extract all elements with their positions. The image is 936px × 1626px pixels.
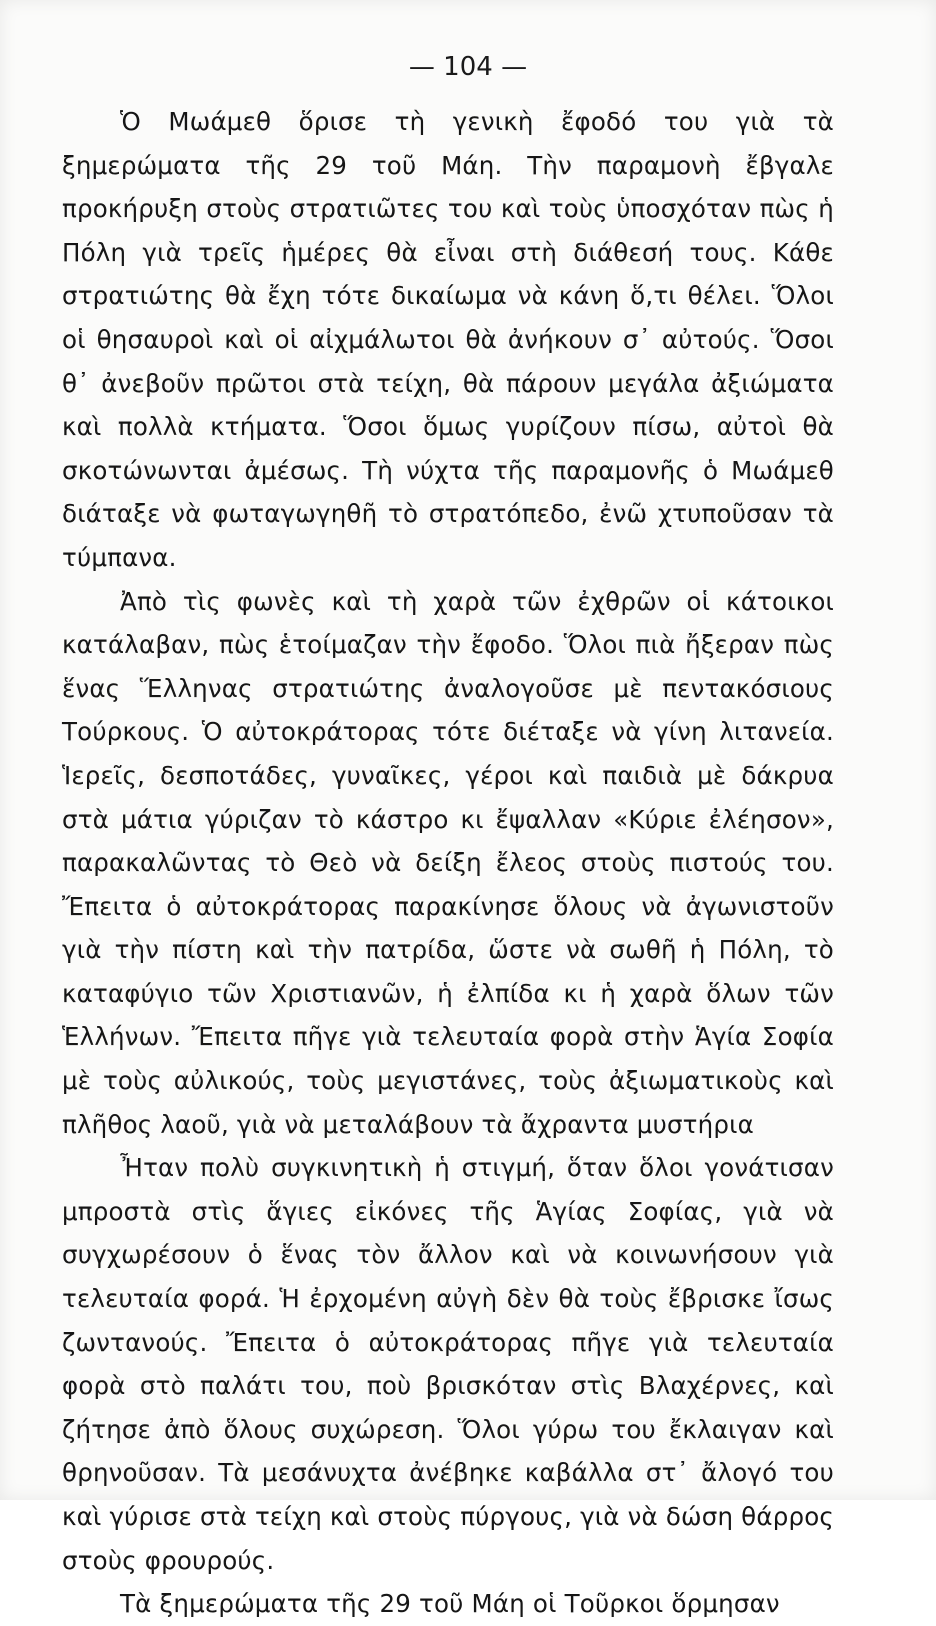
paragraph-4: Τὰ ξημερώματα τῆς 29 τοῦ Μάη οἱ Τοῦρκοι ὅρμησαν (120, 1589, 780, 1619)
paragraph-2: Ἀπὸ τὶς φωνὲς καὶ τὴ χαρὰ τῶν ἐχθρῶν οἱ κάτοικοι κατάλαβαν, πὼς ἑτοίμαζαν τὴν ἔφοδο. Ὅλοι πιὰ ἤξεραν πὼς ἕνας Ἕλληνας στρατιώτης ἀναλογοῦσε μὲ πεντακόσιους Τούρκους. Ὁ αὐτοκράτορας τότε διέταξε νὰ γίνη λιτανεία. Ἱερεῖς, δεσποτάδες, γυναῖκες, γέροι καὶ παιδιὰ μὲ δάκρυα στὰ μάτια γύριζαν τὸ κάστρο κι ἔψαλλαν «Κύριε ἐλέησον», παρακαλῶντας τὸ Θεὸ νὰ δείξη ἔλεος στοὺς πιστούς του. Ἔπειτα ὁ αὐτοκράτορας παρακίνησε ὅλους νὰ ἀγωνιστοῦν γιὰ τὴν πίστη καὶ τὴν πατρίδα, ὥστε νὰ σωθῆ ἡ Πόλη, τὸ καταφύγιο τῶν Χριστιανῶν, ἡ ἐλπίδα κι ἡ χαρὰ ὅλων τῶν Ἑλλήνων. Ἔπειτα πῆγε γιὰ τελευταία φορὰ στὴν Ἁγία Σοφία μὲ τοὺς αὐλικούς, τοὺς μεγιστάνες, τοὺς ἀξιωματικοὺς καὶ πλῆθος λαοῦ, γιὰ νὰ μεταλάβουν τὰ ἄχραντα μυστήρια (62, 586, 834, 1139)
page-number: — 104 — (408, 52, 528, 82)
paragraph-1: Ὁ Μωάμεθ ὅρισε τὴ γενικὴ ἔφοδό του γιὰ τὰ ξημερώματα τῆς 29 τοῦ Μάη. Τὴν παραμονὴ ἔβγαλε προκήρυξη στοὺς στρατιῶτες του καὶ τοὺς ὑποσχόταν πὼς ἡ Πόλη γιὰ τρεῖς ἡμέρες θὰ εἶναι στὴ διάθεσή τους. Κάθε στρατιώτης θὰ ἔχη τότε δικαίωμα νὰ κάνη ὅ,τι θέλει. Ὅλοι οἱ θησαυροὶ καὶ οἱ αἰχμάλωτοι θὰ ἀνήκουν σ᾽ αὐτούς. Ὅσοι θ᾽ ἀνεβοῦν πρῶτοι στὰ τείχη, θὰ πάρουν μεγάλα ἀξιώματα καὶ πολλὰ κτήματα. Ὅσοι ὅμως γυρίζουν πίσω, αὐτοὶ θὰ σκοτώνωνται ἀμέσως. Τὴ νύχτα τῆς παραμονῆς ὁ Μωάμεθ διάταξε νὰ φωταγωγηθῆ τὸ στρατόπεδο, ἐνῶ χτυποῦσαν τὰ τύμπανα. (62, 107, 834, 572)
body-text (62, 100, 834, 1626)
paragraph-3: Ἦταν πολὺ συγκινητικὴ ἡ στιγμή, ὅταν ὅλοι γονάτισαν μπροστὰ στὶς ἅγιες εἰκόνες τῆς Ἁγίας Σοφίας, γιὰ νὰ συγχωρέσουν ὁ ἕνας τὸν ἄλλον καὶ νὰ κοινωνήσουν γιὰ τελευταία φορά. Ἡ ἐρχομένη αὐγὴ δὲν θὰ τοὺς ἔβρισκε ἴσως ζωντανούς. Ἔπειτα ὁ αὐτοκράτορας πῆγε γιὰ τελευταία φορὰ στὸ παλάτι του, ποὺ βρισκόταν στὶς Βλαχέρνες, καὶ ζήτησε ἀπὸ ὅλους συχώρεση. Ὅλοι γύρω του ἔκλαιγαν καὶ θρηνοῦσαν. Τὰ μεσάνυχτα ἀνέβηκε καβάλλα στ᾽ ἄλογό του καὶ γύρισε στὰ τείχη καὶ στοὺς πύργους, γιὰ νὰ δώση θάρρος στοὺς φρουρούς. (62, 1153, 834, 1575)
